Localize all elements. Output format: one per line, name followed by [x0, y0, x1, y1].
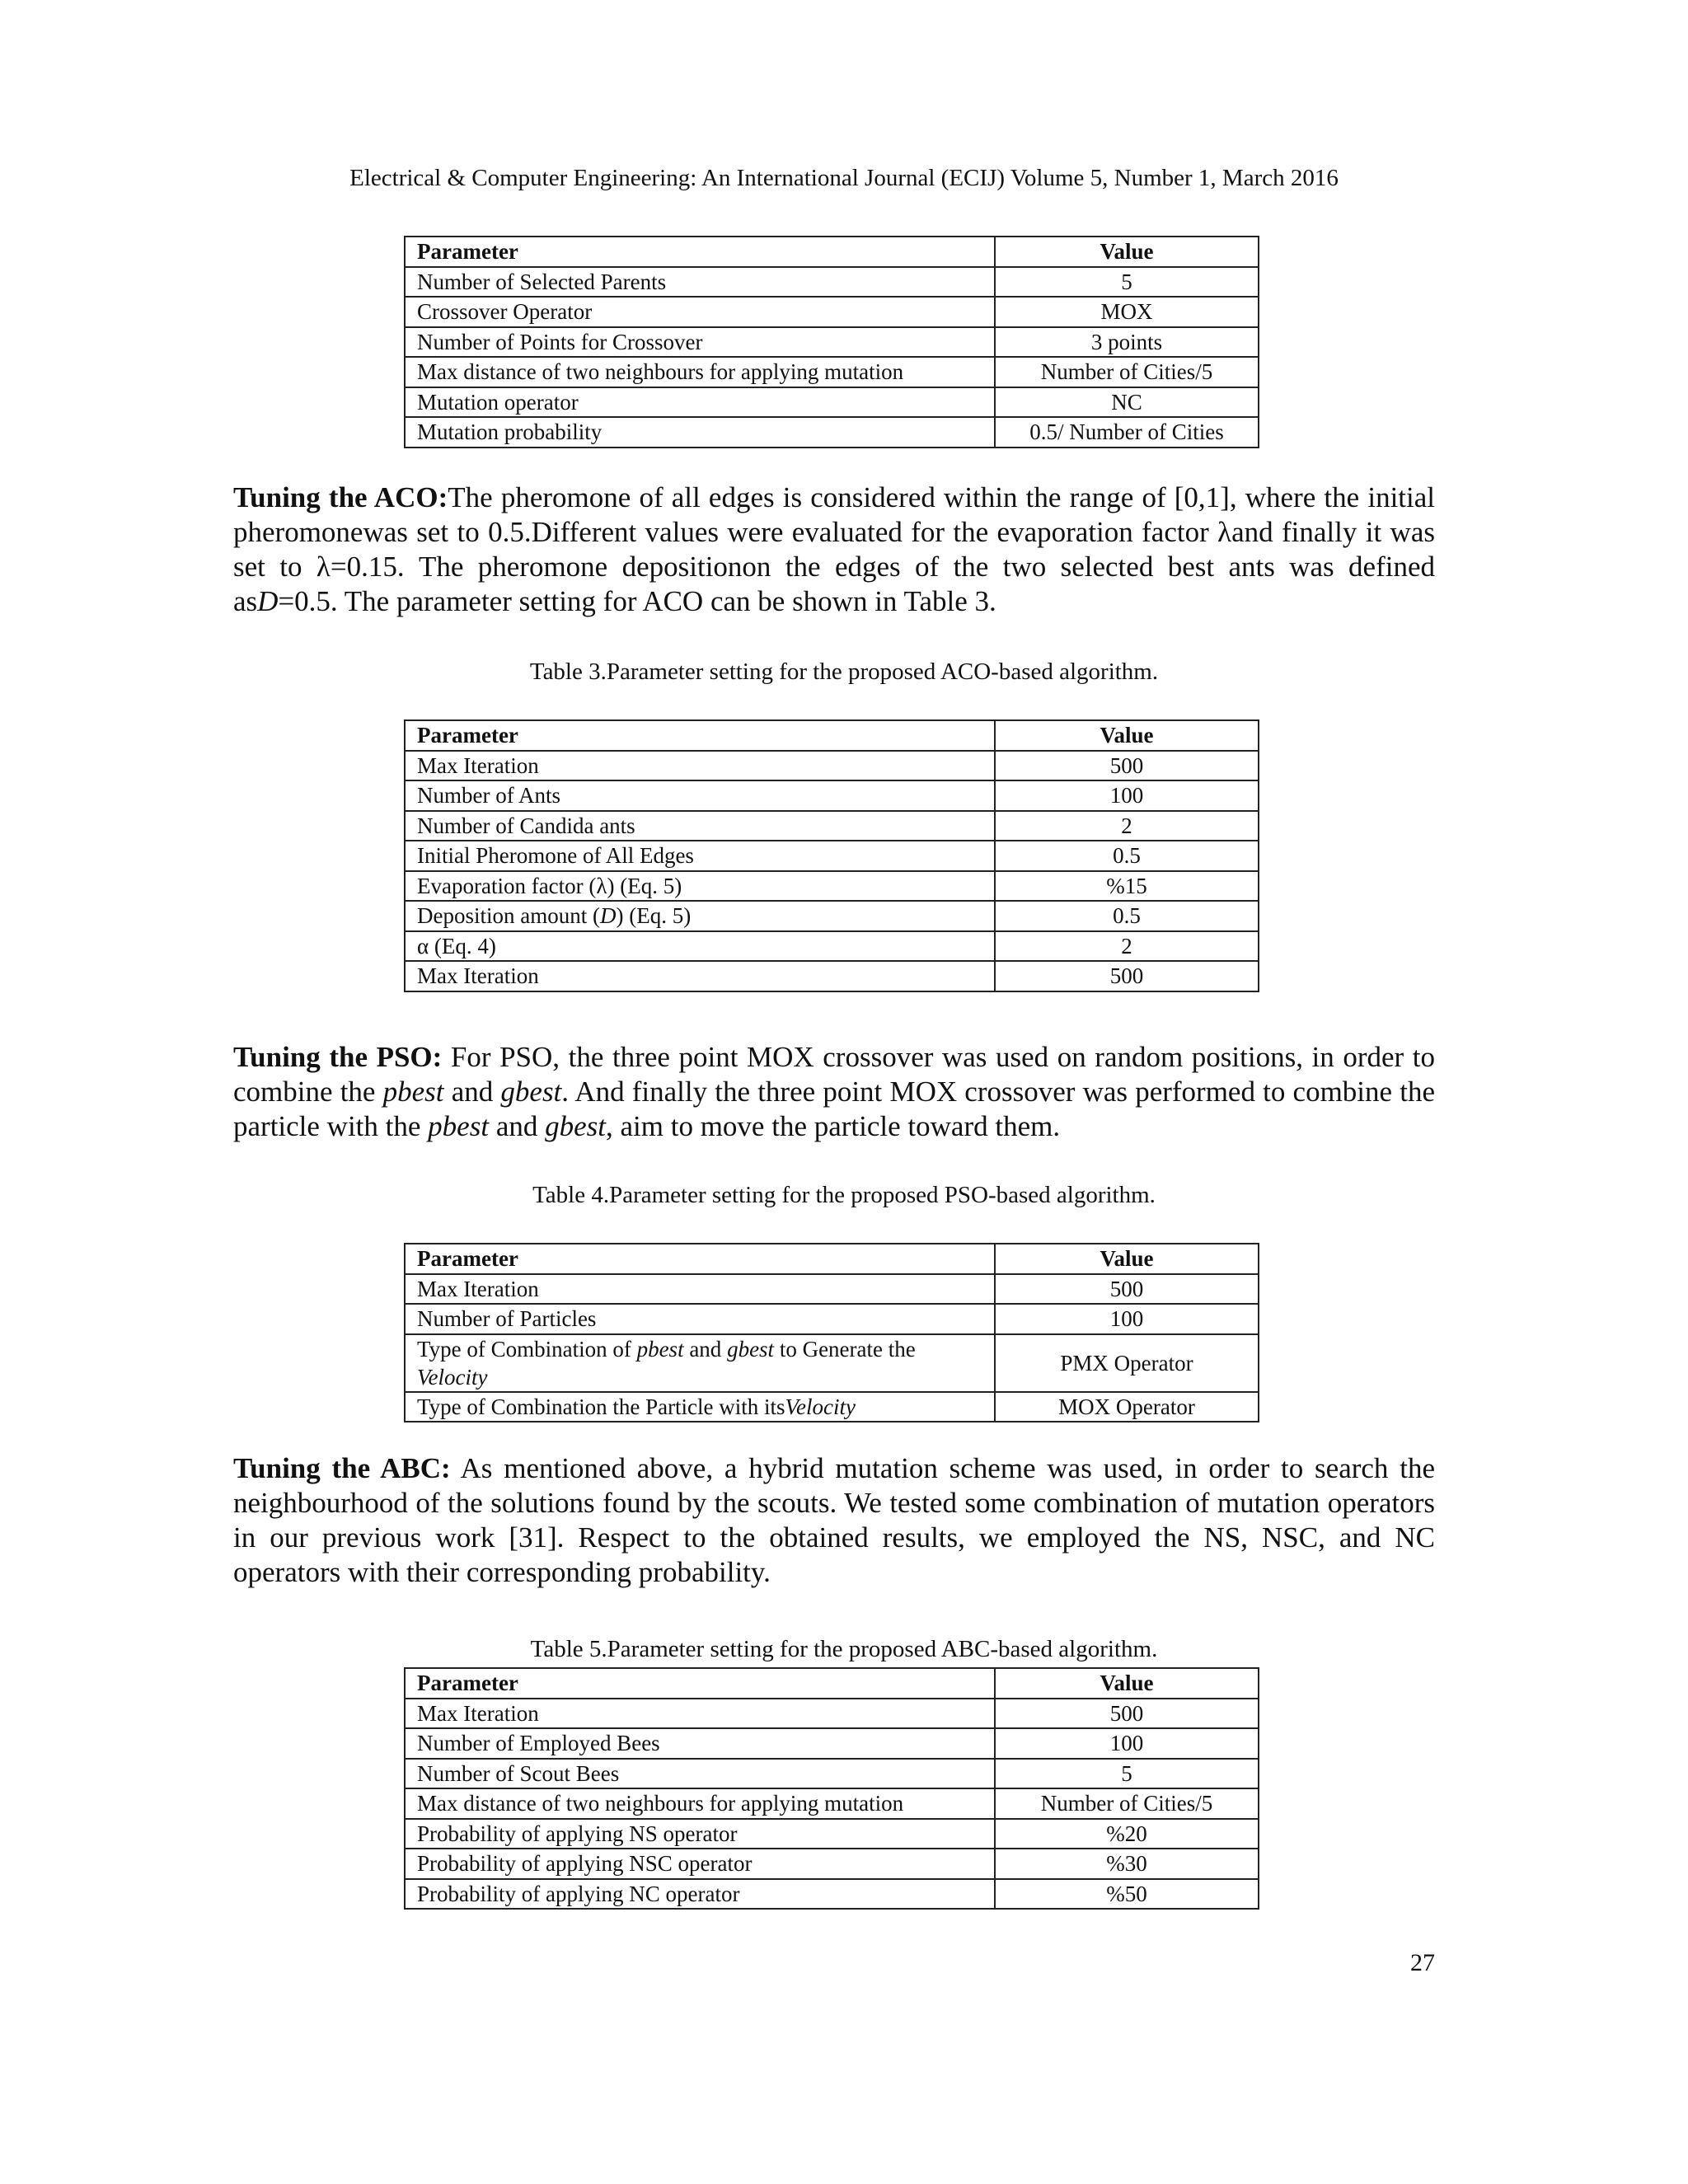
table-cell: MOX: [995, 297, 1259, 327]
column-header: Value: [995, 1244, 1259, 1274]
table-row: [405, 1788, 1259, 1819]
table-row: [405, 901, 1259, 931]
table-cell: 500: [995, 1274, 1259, 1305]
table-cell: Number of Particles: [405, 1304, 995, 1334]
table-5-caption: Table 5.Parameter setting for the proposed ABC-based algorithm.: [530, 1636, 1158, 1662]
table-3: [404, 719, 1259, 992]
cell-text: Type of Combination the Particle with its: [417, 1394, 785, 1419]
table-row: [405, 1334, 1259, 1392]
table-cell: MOX Operator: [995, 1392, 1259, 1422]
cell-text: and: [683, 1336, 728, 1361]
column-header: Parameter: [405, 720, 995, 751]
table-cell: Probability of applying NS operator: [405, 1819, 995, 1849]
table-row: [405, 1849, 1259, 1879]
column-header: Parameter: [405, 1668, 995, 1699]
table-5: [404, 1667, 1259, 1910]
table-row: [405, 267, 1259, 298]
table-cell: 5: [995, 1759, 1259, 1789]
column-header: Value: [995, 237, 1259, 267]
table-cell: PMX Operator: [995, 1334, 1259, 1392]
pso-italic-gbest-2: gbest: [545, 1110, 606, 1142]
column-header: Parameter: [405, 1244, 995, 1274]
table-cell: Number of Ants: [405, 780, 995, 811]
table-cell: Max Iteration: [405, 1274, 995, 1305]
pso-text-2: and: [443, 1076, 501, 1108]
table-cell: 100: [995, 1728, 1259, 1759]
table-cell: Number of Selected Parents: [405, 267, 995, 298]
table-row: [405, 387, 1259, 418]
pso-text-3: . And finally the three point MOX crossover was performed to combine the particle with the: [233, 1076, 1435, 1142]
pso-heading: Tuning the PSO:: [233, 1041, 443, 1073]
pso-text-1: For PSO, the three point MOX crossover was used on random positions, in order to combine the: [233, 1041, 1435, 1108]
table-cell: 100: [995, 780, 1259, 811]
table-cell: Probability of applying NSC operator: [405, 1849, 995, 1879]
table-cell: NC: [995, 387, 1259, 418]
table-row: [405, 417, 1259, 448]
table-2: [404, 236, 1259, 448]
running-header: Electrical & Computer Engineering: An International Journal (ECIJ) Volume 5, Number 1, March 2016: [349, 165, 1339, 191]
table-cell: Number of Employed Bees: [405, 1728, 995, 1759]
aco-heading: Tuning the ACO:: [233, 481, 448, 513]
cell-text-italic: D: [599, 903, 617, 929]
table-row: [405, 1304, 1259, 1334]
table-row: [405, 780, 1259, 811]
table-row: [405, 1728, 1259, 1759]
aco-text-italic: D: [257, 585, 279, 617]
table-header-row: [405, 1668, 1259, 1699]
table-4: [404, 1243, 1259, 1422]
table-cell: %15: [995, 871, 1259, 902]
table-row: [405, 1759, 1259, 1789]
cell-text: Type of Combination of: [417, 1336, 637, 1361]
table-cell: 5: [995, 267, 1259, 298]
table-cell: 3 points: [995, 327, 1259, 358]
pso-italic-gbest-1: gbest: [500, 1076, 562, 1108]
pso-text-5: , aim to move the particle toward them.: [606, 1110, 1061, 1142]
table-cell: [405, 1392, 995, 1422]
table-row: [405, 1879, 1259, 1910]
table-cell: Number of Cities/5: [995, 1788, 1259, 1819]
table-row: [405, 1274, 1259, 1305]
table-cell: %20: [995, 1819, 1259, 1849]
table-header-row: [405, 237, 1259, 267]
aco-text: The pheromone of all edges is considered within the range of [0,1], where the initial pheromonewas set to 0.5.Different values were evaluated for the evaporation factor λand finally it was set to λ=0.15. The pheromone depositionon the edges of the two selected best ants was defined as: [233, 481, 1435, 617]
table-cell: 500: [995, 751, 1259, 781]
table-cell: Deposition amount (D) (Eq. 5): [405, 901, 995, 931]
table-row: [405, 751, 1259, 781]
table-row: [405, 1392, 1259, 1422]
table-cell: 0.5/ Number of Cities: [995, 417, 1259, 448]
table-row: [405, 961, 1259, 991]
table-cell: Max distance of two neighbours for applying mutation: [405, 1788, 995, 1819]
table-header-row: [405, 1244, 1259, 1274]
table-cell: Initial Pheromone of All Edges: [405, 841, 995, 871]
cell-text-italic: Velocity: [417, 1364, 488, 1390]
abc-paragraph: [233, 1451, 1435, 1590]
column-header: Parameter: [405, 237, 995, 267]
table-row: [405, 357, 1259, 387]
table-row: [405, 871, 1259, 902]
pso-italic-pbest-1: pbest: [382, 1076, 444, 1108]
table-row: [405, 1699, 1259, 1729]
table-4-caption: Table 4.Parameter setting for the proposed PSO-based algorithm.: [532, 1182, 1156, 1208]
table-cell: %50: [995, 1879, 1259, 1910]
table-3-caption: Table 3.Parameter setting for the proposed ACO-based algorithm.: [529, 658, 1159, 685]
table-row: [405, 931, 1259, 962]
pso-paragraph: [233, 1040, 1435, 1144]
table-cell: Number of Cities/5: [995, 357, 1259, 387]
table-cell: Mutation probability: [405, 417, 995, 448]
table-cell: Number of Points for Crossover: [405, 327, 995, 358]
table-cell: 500: [995, 1699, 1259, 1729]
table-cell: Max Iteration: [405, 751, 995, 781]
aco-text-end: =0.5. The parameter setting for ACO can be shown in Table 3.: [278, 585, 996, 617]
table-cell: Number of Candida ants: [405, 811, 995, 841]
table-cell: Probability of applying NC operator: [405, 1879, 995, 1910]
table-cell: Crossover Operator: [405, 297, 995, 327]
table-cell: 2: [995, 811, 1259, 841]
table-cell: Max Iteration: [405, 1699, 995, 1729]
table-header-row: [405, 720, 1259, 751]
table-row: [405, 811, 1259, 841]
table-cell: 2: [995, 931, 1259, 962]
table-row: [405, 297, 1259, 327]
table-cell: 100: [995, 1304, 1259, 1334]
column-header: Value: [995, 720, 1259, 751]
cell-text-italic: pbest: [636, 1336, 684, 1361]
table-cell: Max distance of two neighbours for applying mutation: [405, 357, 995, 387]
abc-heading: Tuning the ABC:: [233, 1452, 451, 1484]
abc-text: As mentioned above, a hybrid mutation scheme was used, in order to search the neighbourhood of the solutions found by the scouts. We tested some combination of mutation operators in our previous work [31]. Respect to the obtained results, we employed the NS, NSC, and NC operators with their corresponding probability.: [233, 1452, 1435, 1588]
table-cell: 500: [995, 961, 1259, 991]
table-cell: Number of Scout Bees: [405, 1759, 995, 1789]
table-cell: α (Eq. 4): [405, 931, 995, 962]
table-cell: [405, 1334, 995, 1392]
page-number: 27: [1410, 1949, 1435, 1976]
table-row: [405, 327, 1259, 358]
table-row: [405, 841, 1259, 871]
cell-text-italic: Velocity: [785, 1394, 856, 1419]
table-cell: Max Iteration: [405, 961, 995, 991]
cell-text-italic: gbest: [727, 1336, 775, 1361]
pso-text-4: and: [489, 1110, 546, 1142]
column-header: Value: [995, 1668, 1259, 1699]
table-cell: Mutation operator: [405, 387, 995, 418]
table-cell: 0.5: [995, 901, 1259, 931]
table-row: [405, 1819, 1259, 1849]
pso-italic-pbest-2: pbest: [428, 1110, 490, 1142]
table-cell: Evaporation factor (λ) (Eq. 5): [405, 871, 995, 902]
cell-text: to Generate the: [774, 1336, 916, 1361]
table-cell: %30: [995, 1849, 1259, 1879]
aco-paragraph: [233, 480, 1435, 619]
table-cell: 0.5: [995, 841, 1259, 871]
